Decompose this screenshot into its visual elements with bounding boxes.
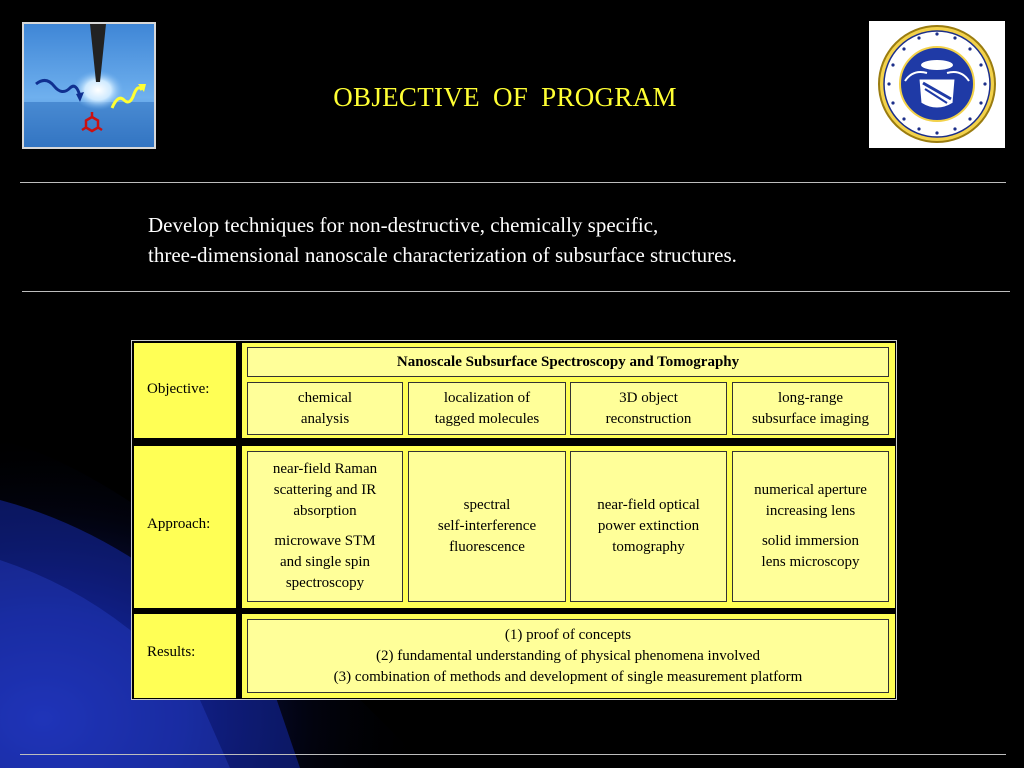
approach-label: Approach: [147, 516, 211, 532]
approach-line: solid immersion [761, 533, 860, 549]
divider-top [20, 182, 1006, 183]
approach-col-raman-stm [247, 451, 403, 602]
approach-line: and single spin [280, 554, 370, 570]
statement-line-1: Develop techniques for non-destructive, chemically specific, [148, 213, 659, 237]
approach-line: tomography [612, 539, 685, 555]
objective-label: Objective: [147, 381, 210, 397]
results-line: (2) fundamental understanding of physical phenomena involved [375, 647, 761, 664]
approach-line: absorption [293, 503, 357, 519]
objective-item-line: tagged molecules [434, 410, 540, 427]
objective-label-cell [134, 343, 236, 438]
approach-col-fluorescence [408, 451, 566, 602]
slide-title: OBJECTIVE OF PROGRAM [333, 82, 677, 112]
approach-line: numerical aperture [754, 482, 867, 498]
approach-line: near-field Raman [272, 461, 378, 477]
approach-line: spectroscopy [285, 575, 365, 591]
objective-item-line: chemical [297, 389, 353, 406]
objective-item-line: localization of [443, 389, 531, 406]
results-label: Results: [147, 644, 196, 660]
results-label-cell [134, 614, 236, 698]
approach-col-tomography [570, 451, 727, 602]
results-line: (3) combination of methods and development of single measurement platform [333, 668, 803, 685]
approach-col-lens [732, 451, 889, 602]
objective-item-line: reconstruction [605, 410, 692, 427]
results-line: (1) proof of concepts [504, 626, 632, 643]
objective-item-chemical-analysis [247, 382, 403, 435]
approach-label-cell [134, 446, 236, 608]
results-box [247, 619, 889, 693]
approach-line: fluorescence [449, 539, 525, 555]
approach-line: microwave STM [274, 533, 376, 549]
approach-line: near-field optical [597, 497, 700, 513]
objective-item-3d-reconstruction [570, 382, 727, 435]
divider-middle [22, 291, 1010, 292]
approach-line: lens microscopy [761, 554, 860, 570]
approach-line: spectral [463, 497, 511, 513]
objective-item-line: 3D object [619, 389, 678, 406]
program-table [131, 340, 897, 700]
approach-line: scattering and IR [273, 482, 377, 498]
approach-line: self-interference [437, 518, 537, 534]
objective-item-long-range [732, 382, 889, 435]
objective-header-text: Nanoscale Subsurface Spectroscopy and Tomography [396, 353, 740, 370]
program-statement [148, 210, 737, 270]
divider-bottom [20, 754, 1006, 755]
objective-header [247, 347, 889, 377]
objective-item-localization [408, 382, 566, 435]
objective-item-line: long-range [778, 389, 843, 406]
approach-line: power extinction [597, 518, 700, 534]
approach-line: increasing lens [765, 503, 856, 519]
statement-line-2: three-dimensional nanoscale characterization of subsurface structures. [148, 243, 737, 267]
objective-item-line: analysis [300, 410, 350, 427]
objective-item-line: subsurface imaging [751, 410, 870, 427]
